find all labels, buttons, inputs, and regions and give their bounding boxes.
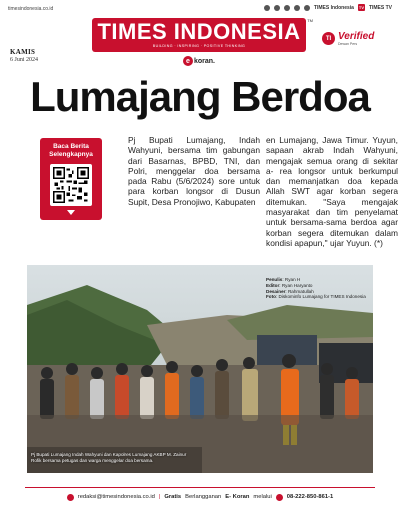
ekoran-e-icon: e — [183, 56, 193, 66]
verified-sub: Dewan Pers — [338, 42, 358, 46]
footer-offer-bold: E- Koran — [225, 494, 250, 500]
qr-label-line2: Selengkapnya — [49, 151, 93, 158]
footer — [25, 490, 375, 504]
credits — [266, 277, 396, 300]
masthead-tagline: BUILDING · INSPIRING · POSITIVE THINKING — [152, 44, 246, 48]
tv-logo-icon: TV — [358, 5, 364, 10]
tv-label[interactable]: TIMES TV — [368, 4, 392, 11]
instagram-icon[interactable] — [274, 5, 280, 11]
footer-separator: | — [158, 494, 161, 500]
credit-value: Ryan H — [284, 277, 301, 282]
footer-offer-suffix: melalui — [253, 494, 272, 500]
social-links — [264, 4, 392, 11]
qr-code-icon[interactable] — [50, 164, 92, 206]
ekoran-word: koran. — [194, 57, 216, 65]
footer-phone[interactable]: 08-222-850-861-1 — [286, 494, 334, 500]
edition-day: KAMIS — [10, 48, 36, 56]
facebook-icon[interactable] — [264, 5, 270, 11]
qr-label-line1: Baca Berita — [53, 143, 89, 150]
whatsapp-icon — [276, 494, 283, 501]
social-handle: TIMES Indonesia — [313, 4, 354, 11]
credit-value: Diskominfo Lumajang for TIMES Indonesia — [278, 294, 366, 300]
credit-label: Desainer — [266, 288, 286, 294]
masthead-title: TIMES INDONESIA — [97, 19, 301, 44]
footer-offer-text: Berlangganan — [185, 494, 222, 500]
credit-label: Foto — [266, 294, 276, 300]
edition-full-date: 6 Juni 2024 — [10, 57, 39, 63]
credit-editor: Editor: Ryan Haryanto — [266, 282, 313, 288]
footer-email[interactable]: redaksi@timesindonesia.co.id — [77, 494, 155, 500]
ti-logo-icon: TI — [322, 32, 335, 45]
credit-designer: Desainer: Rahmatullah — [266, 288, 314, 294]
credit-photo: Foto: Diskominfo Lumajang for TIMES Indonesia — [266, 294, 366, 300]
footer-offer-prefix: Gratis — [164, 494, 182, 500]
credit-label: Penulis — [266, 277, 283, 282]
credit-label: Editor — [266, 282, 280, 288]
tiktok-icon[interactable] — [304, 5, 310, 11]
credit-value: Rahmatullah — [287, 288, 314, 294]
site-url[interactable]: timesindonesia.co.id — [8, 6, 54, 12]
qr-label — [40, 143, 102, 159]
article-column-1: Pj Bupati Lumajang, Indah Wahyuni, bersama tim gabungan dari Basarnas, BPBD, TNI, dan Polri, menggelar doa bersama pada Rabu (5/6/2024) sore untuk para korban longsor di Dusun Supit, Desa Pronojiwo, Kabupaten — [128, 135, 260, 207]
email-icon — [67, 494, 74, 501]
trademark-mark: TM — [307, 18, 313, 23]
youtube-icon[interactable] — [294, 5, 300, 11]
qr-read-more-box[interactable] — [40, 138, 102, 220]
x-icon[interactable] — [284, 5, 290, 11]
credit-writer: Penulis: Ryan H — [266, 277, 301, 282]
footer-divider — [25, 487, 375, 488]
arrow-down-icon — [67, 210, 75, 215]
verified-word: Verified — [338, 31, 375, 42]
credit-value: Ryan Haryanto — [281, 282, 313, 288]
ekoran-logo — [183, 56, 215, 66]
verified-badge — [322, 31, 394, 49]
photo-caption: Pj Bupati Lumajang Indah Wahyuni dan Kapolres Lumajang AKBP M. Zainur Rofik bersama petugas dan warga menggelar doa bersama. — [31, 452, 187, 463]
edition-date — [10, 48, 38, 63]
masthead-logo[interactable] — [92, 18, 313, 52]
article-column-2: en Lumajang, Jawa Timur. Yuyun, sapaan akrab Indah Wahyuni, mengajak semua orang di sekitar a- rea longsor untuk berkumpul dan memanjatkan doa kepada Allah SWT agar korban segera ditemukan. "Saya mengajak masyarakat dan tim penyelamat untuk bersama-sama berdoa agar korban segera ditemukan dalam kondisi apapun," ujar Yuyun. (*) — [266, 135, 398, 248]
headline: Lumajang Berdoa — [30, 73, 370, 120]
